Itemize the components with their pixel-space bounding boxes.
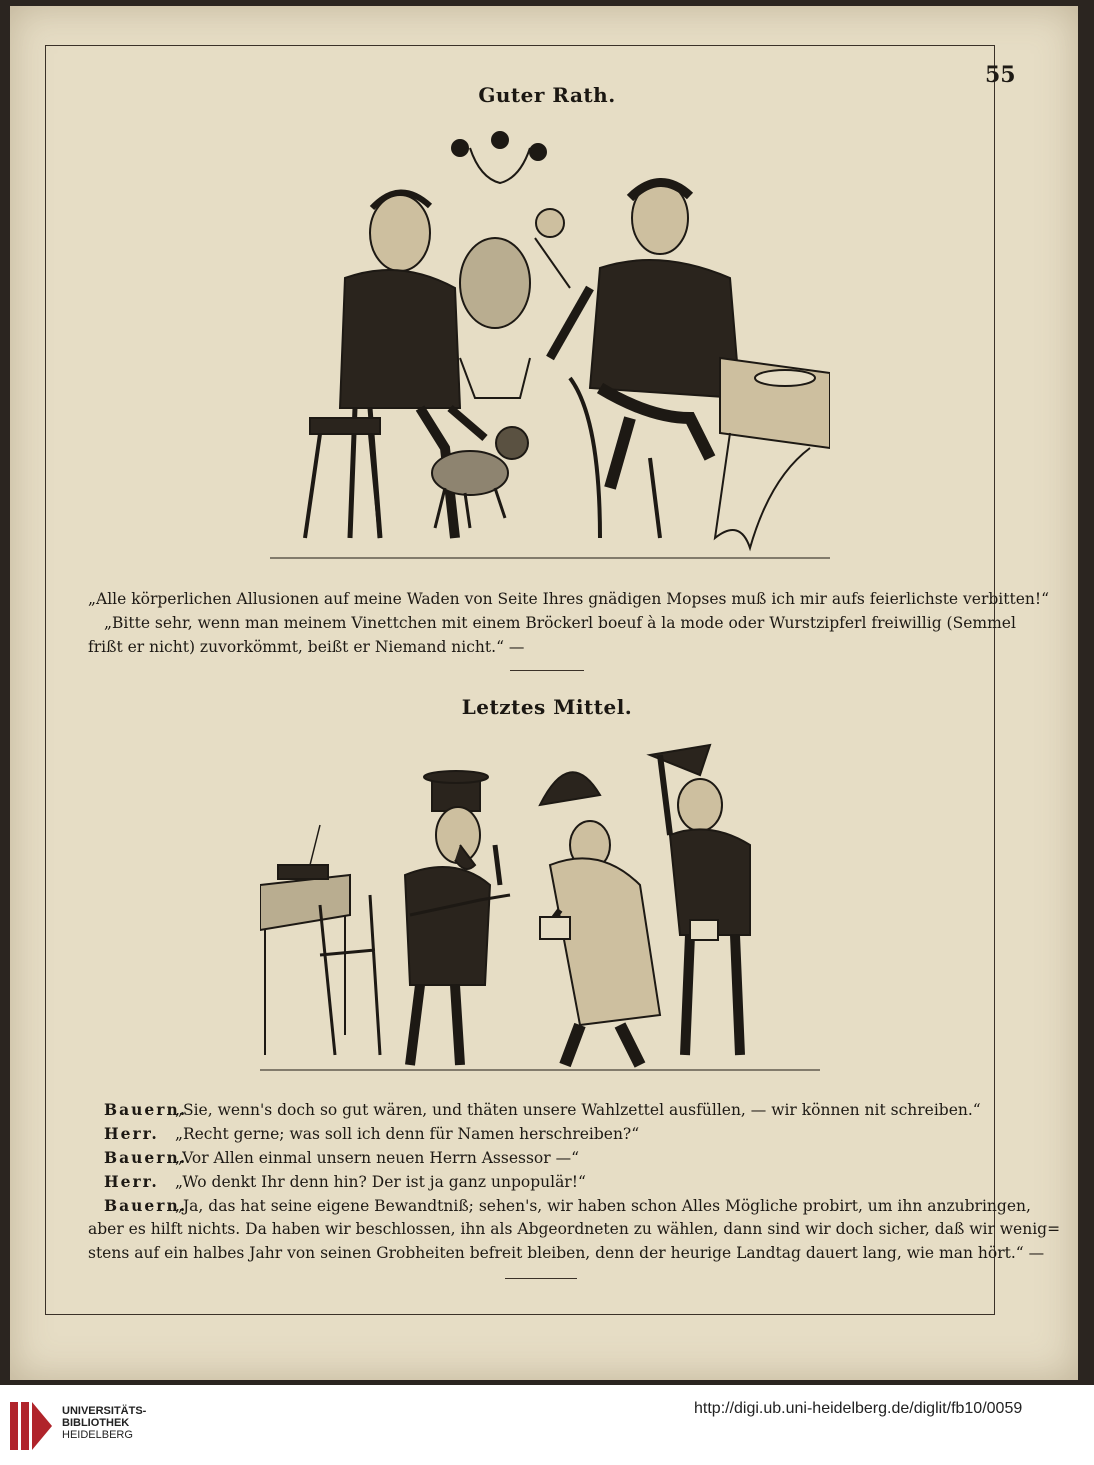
table-figure bbox=[715, 358, 830, 548]
dialogue-text: „Ja, das hat seine eigene Bewandtniß; sehen's, wir haben schon Alles Mögliche probirt, um ihn anzubringen, bbox=[174, 1197, 1031, 1215]
dialogue-text: „Wo denkt Ihr denn hin? Der ist ja ganz unpopulär!“ bbox=[174, 1173, 586, 1191]
heading-guter-rath: Guter Rath. bbox=[478, 83, 616, 107]
continuation-line-2: stens auf ein halbes Jahr von seinen Grobheiten befreit bleiben, denn der heurige Landtag dauert lang, wie man hört.“ — bbox=[88, 1244, 1045, 1262]
dialogue-line-4 bbox=[104, 1172, 586, 1191]
library-logo-icon bbox=[8, 1400, 54, 1452]
library-name-line-3: HEIDELBERG bbox=[62, 1429, 133, 1441]
heading-letztes-mittel: Letztes Mittel. bbox=[461, 695, 633, 719]
farmer-figure-2 bbox=[650, 745, 750, 1055]
speaker-label: Bauern. bbox=[104, 1100, 188, 1119]
continuation-line-1: aber es hilft nichts. Da haben wir beschlossen, ihn als Abgeordneten zu wählen, dann sind wir doch sicher, daß wir wenig= bbox=[88, 1220, 1061, 1238]
speaker-label: Bauern. bbox=[104, 1196, 188, 1215]
footer-bar bbox=[0, 1385, 1094, 1465]
library-name-line-1: UNIVERSITÄTS- bbox=[62, 1405, 147, 1417]
caption-line-1: „Alle körperlichen Allusionen auf meine Waden von Seite Ihres gnädigen Mopses muß ich mir aufs feierlichste verbitten!“ bbox=[88, 590, 1050, 608]
dialogue-line-3 bbox=[104, 1148, 579, 1167]
gentleman-figure bbox=[405, 771, 510, 1065]
speaker-label: Herr. bbox=[104, 1124, 159, 1143]
speaker-label: Bauern. bbox=[104, 1148, 188, 1167]
dialogue-text: „Sie, wenn's doch so gut wären, und thäten unsere Wahlzettel ausfüllen, — wir können nit schreiben.“ bbox=[174, 1101, 981, 1119]
end-divider bbox=[505, 1278, 577, 1279]
dialogue-line-2 bbox=[104, 1124, 639, 1143]
desk-figure bbox=[260, 825, 380, 1055]
background-diners bbox=[460, 209, 570, 398]
caption-line-3: frißt er nicht) zuvorkömmt, beißt er Niemand nicht.“ — bbox=[88, 638, 525, 656]
source-url-link[interactable]: http://digi.ub.uni-heidelberg.de/diglit/fb10/0059 bbox=[694, 1400, 1023, 1417]
dialogue-text: „Recht gerne; was soll ich denn für Namen herschreiben?“ bbox=[174, 1125, 640, 1143]
illustration-election-scene bbox=[260, 735, 820, 1080]
farmer-figure-1 bbox=[540, 772, 660, 1065]
library-name bbox=[62, 1405, 146, 1441]
speaker-label: Herr. bbox=[104, 1172, 159, 1191]
dialogue-line-1 bbox=[104, 1100, 981, 1119]
caption-line-2: „Bitte sehr, wenn man meinem Vinettchen mit einem Bröckerl boeuf à la mode oder Wurstzipferl freiwillig (Semmel bbox=[104, 614, 1016, 632]
section-divider bbox=[510, 670, 584, 671]
dialogue-line-5 bbox=[104, 1196, 1031, 1215]
chandelier-icon bbox=[452, 132, 546, 183]
page-number: 55 bbox=[985, 62, 1016, 88]
illustration-tavern-scene bbox=[270, 118, 830, 564]
right-man-figure bbox=[550, 182, 740, 538]
library-name-line-2: BIBLIOTHEK bbox=[62, 1417, 130, 1429]
dialogue-text: „Vor Allen einmal unsern neuen Herrn Assessor —“ bbox=[174, 1149, 580, 1167]
